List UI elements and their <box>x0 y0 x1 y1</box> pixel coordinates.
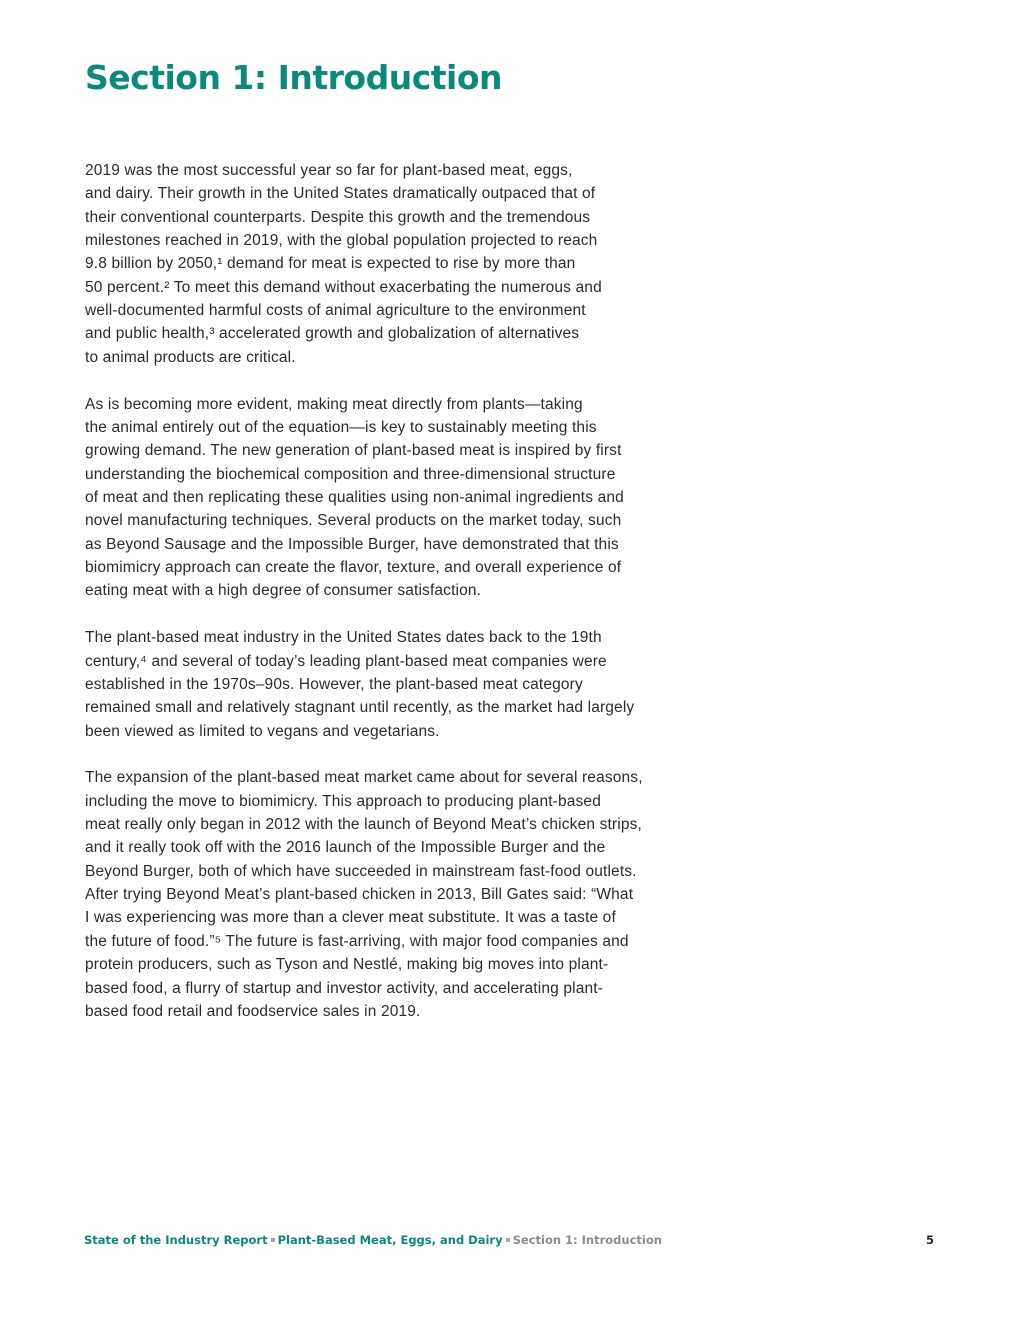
text-line: After trying Beyond Meat’s plant-based chicken in 2013, Bill Gates said: “What <box>85 886 634 904</box>
text-line: and public health,³ accelerated growth and globalization of alternatives <box>85 325 580 343</box>
paragraph-4 <box>85 766 725 1023</box>
footer-section: Section 1: Introduction <box>512 1233 662 1247</box>
text-line: novel manufacturing techniques. Several products on the market today, such <box>85 512 622 530</box>
text-line: based food, a flurry of startup and investor activity, and accelerating plant- <box>85 979 604 997</box>
text-line: Beyond Burger, both of which have succeeded in mainstream fast-food outlets. <box>85 862 637 880</box>
text-line: protein producers, such as Tyson and Nestlé, making big moves into plant- <box>85 956 609 974</box>
paragraph-2 <box>85 393 725 603</box>
separator-square-icon <box>271 1238 275 1242</box>
paragraph-1 <box>85 159 725 369</box>
text-line: milestones reached in 2019, with the global population projected to reach <box>85 232 598 250</box>
text-line: well-documented harmful costs of animal agriculture to the environment <box>85 302 586 320</box>
text-line: eating meat with a high degree of consumer satisfaction. <box>85 582 482 600</box>
text-line: been viewed as limited to vegans and vegetarians. <box>85 722 440 740</box>
text-line: 50 percent.² To meet this demand without exacerbating the numerous and <box>85 278 602 296</box>
text-line: established in the 1970s–90s. However, the plant-based meat category <box>85 675 583 693</box>
text-line: the animal entirely out of the equation—is key to sustainably meeting this <box>85 418 597 436</box>
text-line: and dairy. Their growth in the United States dramatically outpaced that of <box>85 185 596 203</box>
text-line: As is becoming more evident, making meat directly from plants—taking <box>85 395 583 413</box>
body-text <box>85 159 725 1047</box>
text-line: their conventional counterparts. Despite this growth and the tremendous <box>85 208 591 226</box>
text-line: century,⁴ and several of today’s leading plant-based meat companies were <box>85 652 607 670</box>
footer-topic: Plant-Based Meat, Eggs, and Dairy <box>277 1233 503 1247</box>
paragraph-3 <box>85 626 725 743</box>
text-line: of meat and then replicating these qualities using non-animal ingredients and <box>85 488 624 506</box>
text-line: meat really only began in 2012 with the launch of Beyond Meat’s chicken strips, <box>85 816 642 834</box>
text-line: based food retail and foodservice sales in 2019. <box>85 1002 421 1020</box>
text-line: the future of food.”⁵ The future is fast-arriving, with major food companies and <box>85 932 629 950</box>
separator-square-icon <box>506 1238 510 1242</box>
text-line: to animal products are critical. <box>85 348 296 366</box>
page-title: Section 1: Introduction <box>85 58 503 97</box>
text-line: The plant-based meat industry in the United States dates back to the 19th <box>85 629 602 647</box>
text-line: as Beyond Sausage and the Impossible Burger, have demonstrated that this <box>85 535 619 553</box>
page-number: 5 <box>926 1233 935 1247</box>
text-line: The expansion of the plant-based meat market came about for several reasons, <box>85 769 643 787</box>
text-line: growing demand. The new generation of plant-based meat is inspired by first <box>85 442 622 460</box>
text-line: understanding the biochemical composition and three-dimensional structure <box>85 465 616 483</box>
text-line: and it really took off with the 2016 launch of the Impossible Burger and the <box>85 839 606 857</box>
text-line: remained small and relatively stagnant until recently, as the market had largely <box>85 699 635 717</box>
footer-breadcrumb <box>84 1233 662 1247</box>
text-line: including the move to biomimicry. This approach to producing plant-based <box>85 792 601 810</box>
text-line: biomimicry approach can create the flavor, texture, and overall experience of <box>85 559 622 576</box>
text-line: I was experiencing was more than a clever meat substitute. It was a taste of <box>85 909 616 927</box>
text-line: 9.8 billion by 2050,¹ demand for meat is expected to rise by more than <box>85 255 576 273</box>
text-line: 2019 was the most successful year so far for plant-based meat, eggs, <box>85 162 573 179</box>
footer-report-title: State of the Industry Report <box>84 1233 268 1247</box>
